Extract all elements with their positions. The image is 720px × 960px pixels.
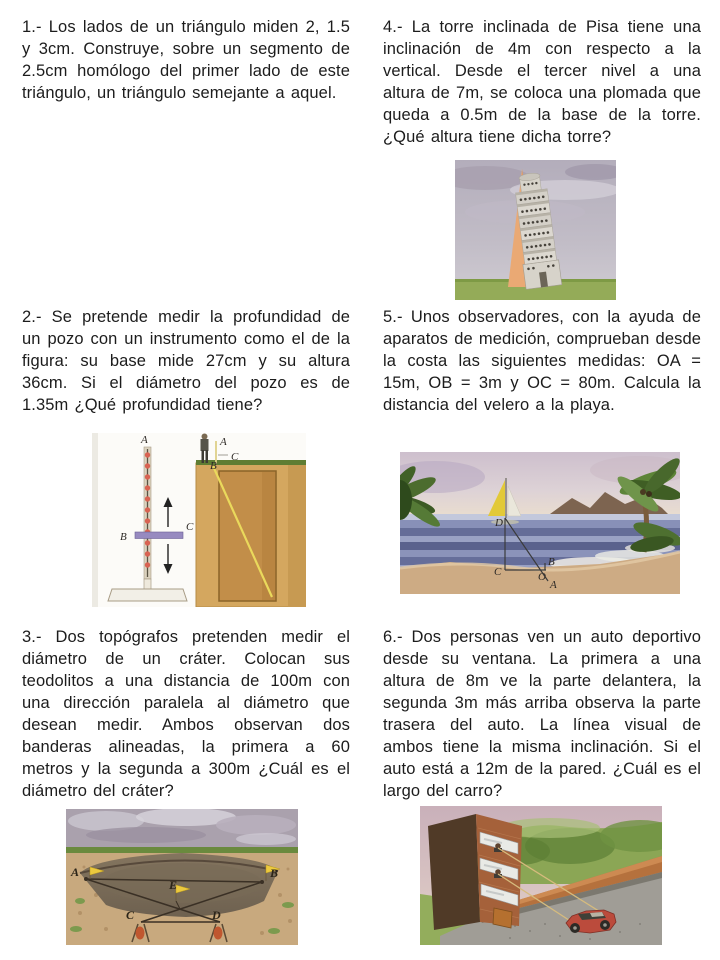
pisa-tower-illustration <box>455 160 616 300</box>
instrument-base <box>108 589 187 601</box>
point-label-c: C <box>494 566 502 578</box>
pisa-tower-figure <box>455 160 616 300</box>
point-label-d: D <box>212 908 221 922</box>
problem-3 <box>22 626 350 802</box>
well-figure <box>92 433 306 607</box>
point-label-o: O <box>538 571 546 583</box>
beach-illustration <box>400 452 680 594</box>
point-label-b: B <box>548 556 555 568</box>
well-illustration <box>92 433 306 607</box>
problem-1-text: 1.- Los lados de un triángulo miden 2, 1.5 y 3cm. Construye, sobre un segmento de 2.5cm homólogo del primer lado de este triángulo, un triángulo semejante a aquel. <box>22 18 350 102</box>
point-label-e: E <box>169 878 178 892</box>
problem-3-text: 3.- Dos topógrafos pretenden medir el diámetro de un cráter. Colocan sus teodolitos a una distancia de 100m con una dirección paralela al diámetro que desean medir. Ambos observan dos banderas alineadas, la primera a 60 metros y la segunda a 300m ¿Cuál es el diámetro del cráter? <box>22 628 350 800</box>
ruler-label-a: A <box>141 434 148 446</box>
problem-5 <box>383 306 701 416</box>
point-label-b: B <box>270 866 279 880</box>
slider-crossbar <box>135 532 183 539</box>
problem-6-text: 6.- Dos personas ven un auto deportivo desde su ventana. La primera a una altura de 8m ve la parte delantera, la segunda 3m más arriba observa la parte trasera del auto. La línea visual de ambos tiene la misma inclinación. Si el auto está a 12m de la pared. ¿Cuál es el largo del carro? <box>383 628 701 800</box>
point-label-a: A <box>71 865 80 879</box>
building-side-face <box>428 814 480 930</box>
beach-figure <box>400 452 680 594</box>
point-label-c: C <box>126 908 135 922</box>
building-car-figure <box>420 806 662 945</box>
door <box>493 908 512 928</box>
building <box>428 814 522 930</box>
problem-4 <box>383 16 701 148</box>
problem-1 <box>22 16 350 104</box>
building-car-illustration <box>420 806 662 945</box>
point-label-a: A <box>550 579 557 591</box>
crossbar-label-c: C <box>186 521 194 533</box>
crater-figure <box>66 809 298 945</box>
ruler-label-b: B <box>120 531 127 543</box>
site-label-a: A <box>220 436 227 448</box>
point-label-d: D <box>495 517 503 529</box>
problem-6 <box>383 626 701 802</box>
problem-2 <box>22 306 350 416</box>
crater-illustration <box>66 809 298 945</box>
problem-5-text: 5.- Unos observadores, con la ayuda de aparatos de medición, comprueban desde la costa las siguientes medidas: OA = 15m, OB = 3m y OC = 80m. Calcula la distancia del velero a la playa. <box>383 308 701 414</box>
site-label-b: B <box>210 460 217 472</box>
problem-4-text: 4.- La torre inclinada de Pisa tiene una inclinación de 4m con respecto a la vertical. Desde el tercer nivel a una altura de 7m, se coloca una plomada que queda a 0.5m de la base de la torre. ¿Qué altura tiene dicha torre? <box>383 18 701 146</box>
site-label-c: C <box>231 451 239 463</box>
page-shadow <box>92 433 98 607</box>
problem-2-text: 2.- Se pretende medir la profundidad de un pozo con un instrumento como el de la figura: su base mide 27cm y su altura 36cm. Si el diámetro del pozo es de 1.35m ¿Qué profundidad tiene? <box>22 308 350 414</box>
